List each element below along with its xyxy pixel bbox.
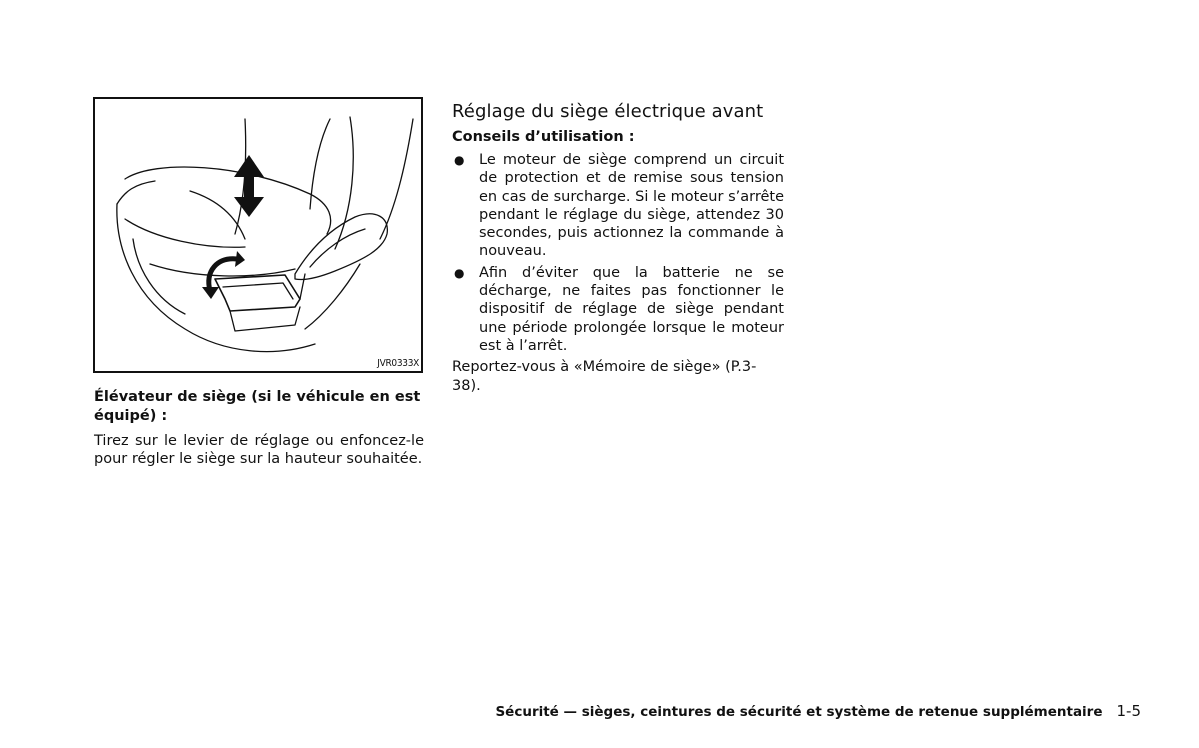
operating-tips-heading: Conseils d’utilisation : xyxy=(452,129,635,145)
right-column xyxy=(452,100,784,395)
section-title: Réglage du siège électrique avant xyxy=(452,101,764,122)
bullet-icon: ● xyxy=(454,153,465,167)
list-item-text: Afin d’éviter que la batterie ne se décharge, ne faites pas fonctionner le dispositif de réglage de siège pendant une période prolongée lorsque le moteur est à l’arrêt. xyxy=(479,264,784,354)
seat-lifter-heading: Élévateur de siège (si le véhicule en est équipé) : xyxy=(94,389,421,424)
page-number: 1-5 xyxy=(1116,702,1141,720)
curved-arrow-icon xyxy=(202,251,245,299)
bullet-icon: ● xyxy=(454,265,465,280)
footer-section-title: Sécurité — sièges, ceintures de sécurité et système de retenue supplémentaire xyxy=(495,704,1103,720)
list-item xyxy=(452,151,784,261)
page-footer xyxy=(495,702,1141,720)
seat-illustration xyxy=(95,99,421,371)
seat-lifter-text: Tirez sur le levier de réglage ou enfoncez-le pour régler le siège sur la hauteur souhaitée. xyxy=(94,433,424,468)
memory-seat-reference: Reportez-vous à «Mémoire de siège» (P.3-38). xyxy=(452,359,757,394)
up-down-arrow-icon xyxy=(234,155,264,217)
tips-list xyxy=(452,151,784,355)
figure-code: JVR0333X xyxy=(377,358,419,369)
left-column xyxy=(94,388,424,469)
list-item xyxy=(452,264,784,355)
list-item-text: Le moteur de siège comprend un circuit de protection et de remise sous tension en cas de surcharge. Si le moteur s’arrête pendant le réglage du siège, attendez 30 secondes, puis actionnez la commande à nouveau. xyxy=(479,152,784,260)
seat-figure xyxy=(93,97,423,373)
